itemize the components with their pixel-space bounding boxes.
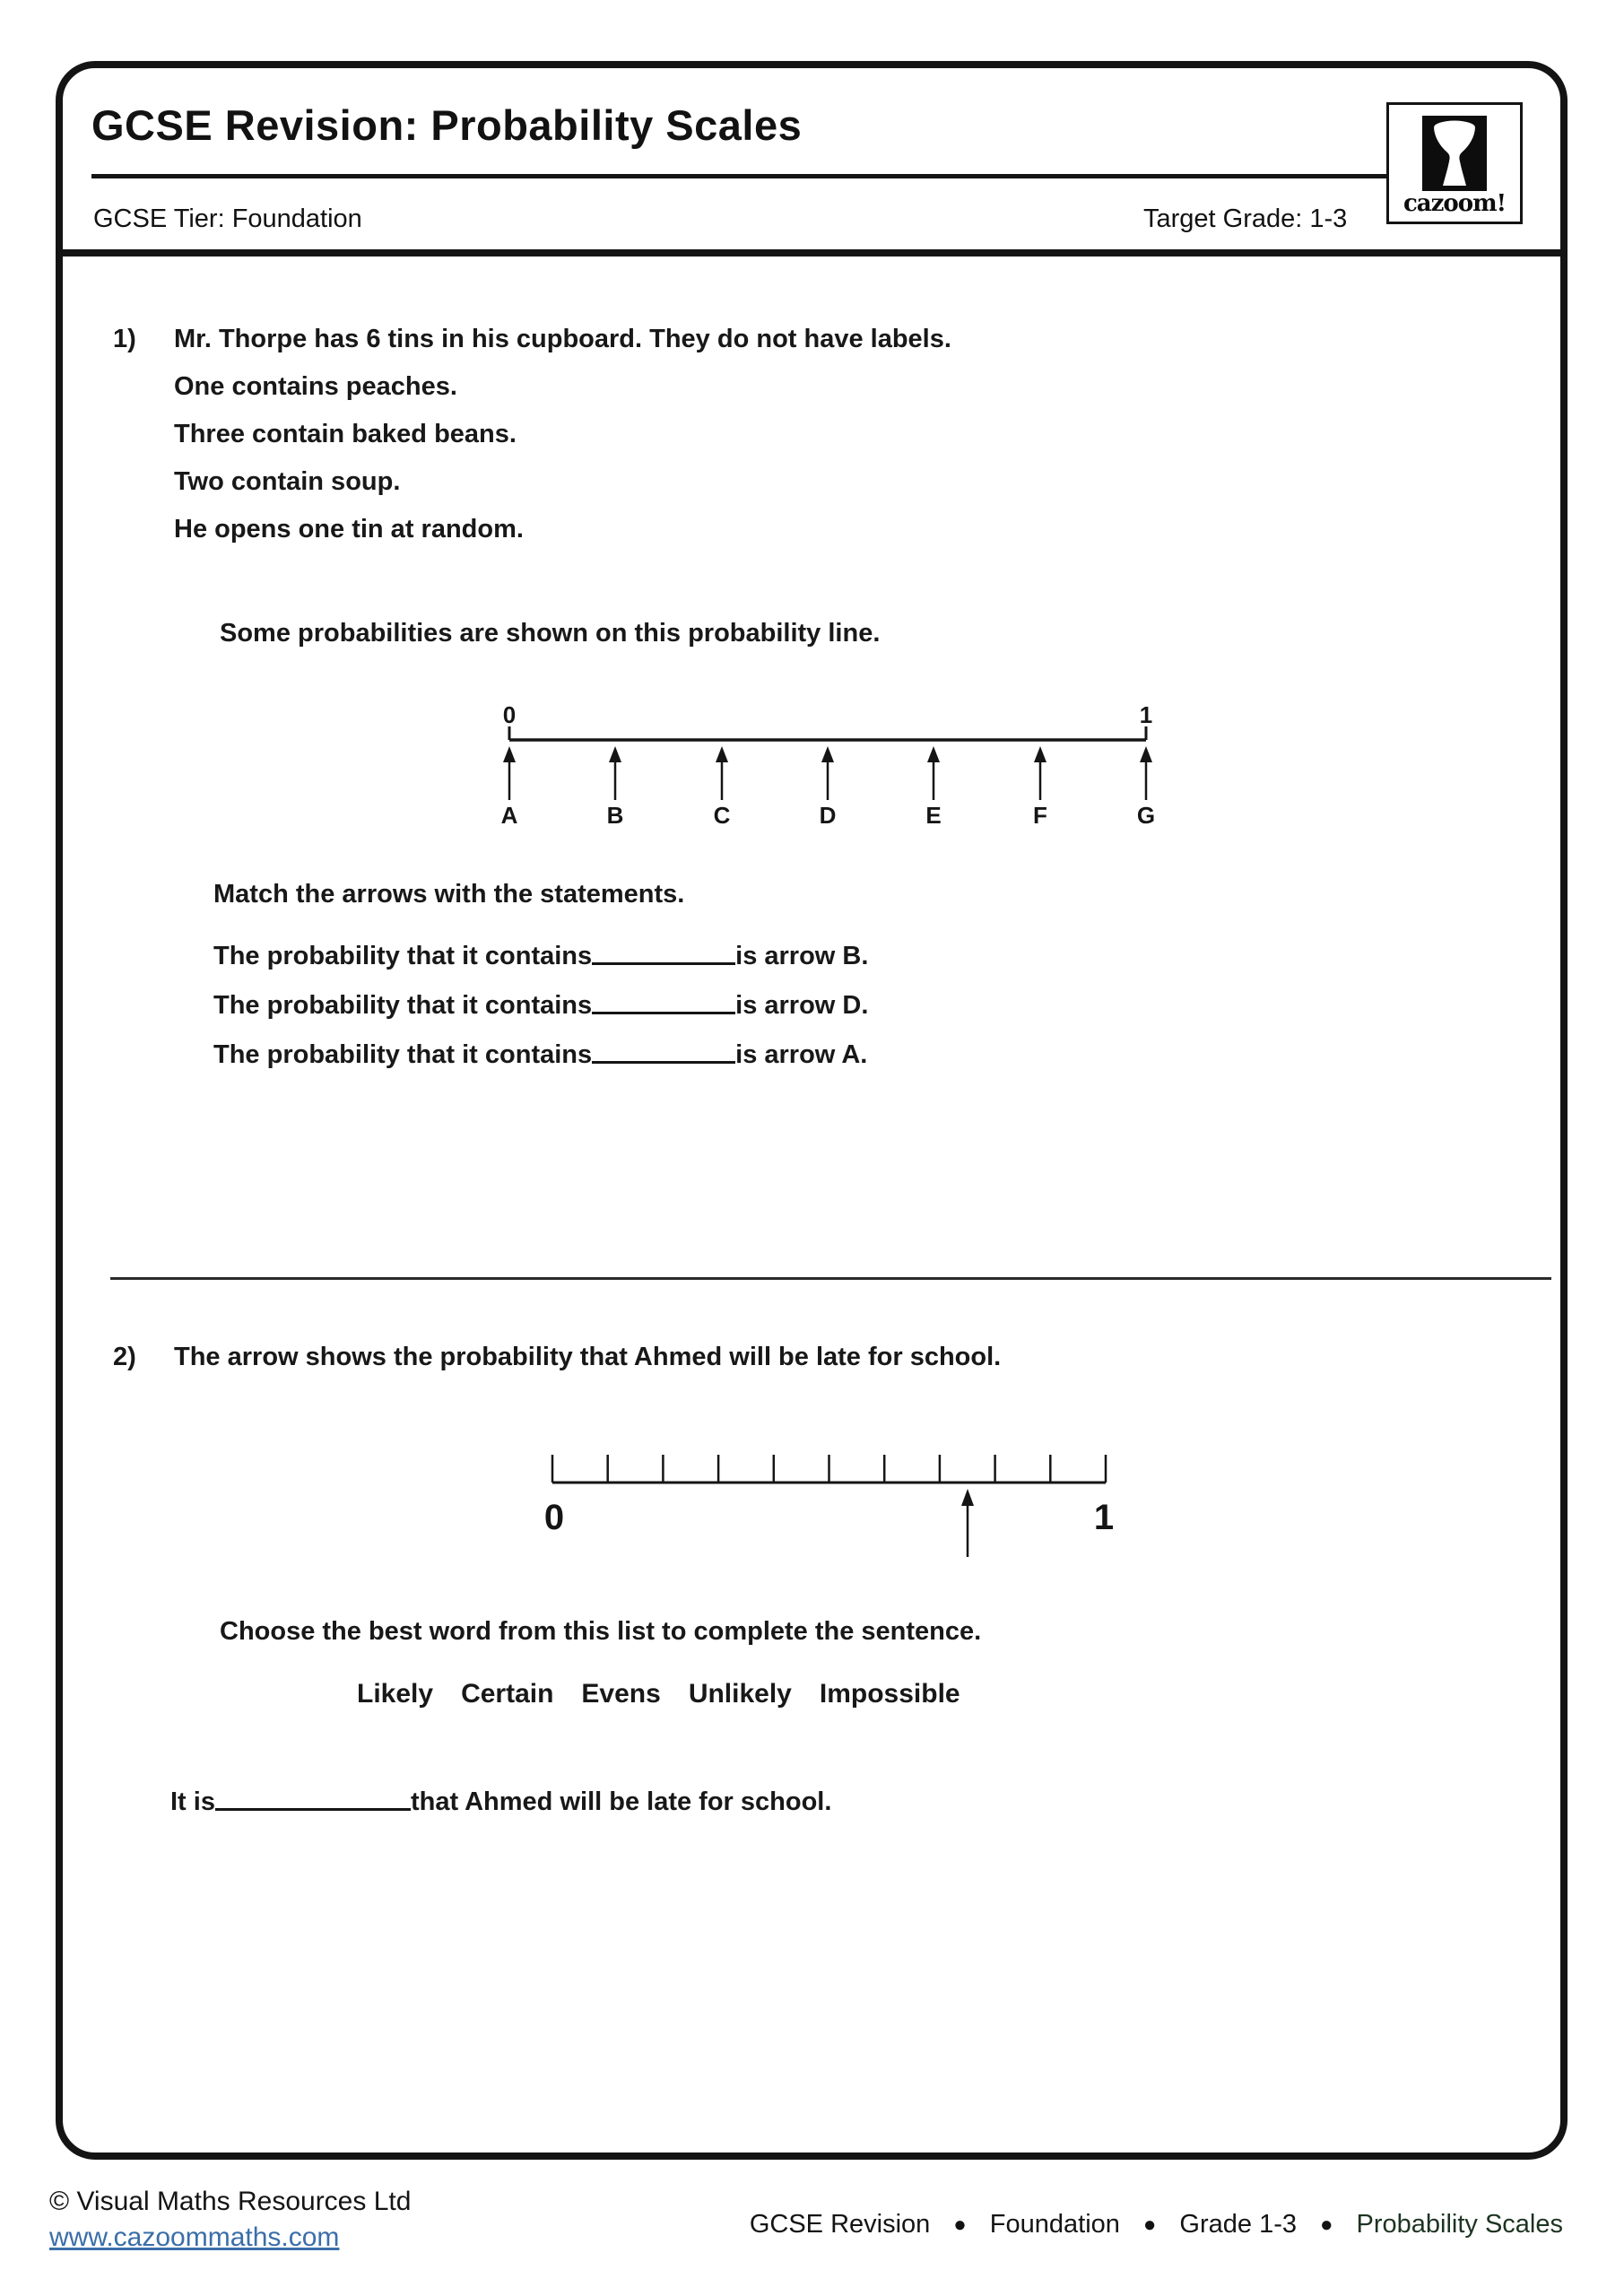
q1-line-2: One contains peaches. [174, 372, 457, 401]
probability-arrow [961, 1489, 974, 1557]
breadcrumb-item-foundation: Foundation [989, 2210, 1120, 2239]
footer-breadcrumb [750, 2210, 1563, 2239]
djembe-drum-icon [1422, 116, 1487, 191]
word-item-evens: Evens [581, 1679, 661, 1709]
scale1-min-label: 0 [502, 701, 517, 728]
sentence-blank [215, 1808, 411, 1811]
statement-row-2 [213, 991, 868, 1021]
probability-arrow-a [501, 746, 518, 829]
word-item-likely: Likely [357, 1679, 434, 1709]
bullet-separator-icon: ● [1142, 2212, 1157, 2237]
website-link[interactable]: www.cazoommaths.com [49, 2222, 340, 2252]
cazoom-logo [1386, 102, 1523, 224]
section-divider [110, 1277, 1551, 1280]
statement-row-3 [213, 1040, 867, 1070]
match-heading: Match the arrows with the statements. [213, 880, 685, 909]
question-1 [113, 326, 951, 564]
scale2-max-label: 1 [1093, 1498, 1115, 1537]
sentence-prefix: It is [170, 1787, 215, 1816]
word-list [357, 1679, 960, 1709]
probability-arrow-d [820, 746, 837, 829]
bullet-separator-icon: ● [1320, 2212, 1333, 2237]
statement-blank [592, 1012, 735, 1014]
statement-prefix: The probability that it contains [213, 1040, 593, 1069]
q1-number: 1) [113, 325, 136, 353]
breadcrumb-item-grade: Grade 1-3 [1179, 2210, 1297, 2239]
statement-suffix: is arrow A. [735, 1040, 868, 1069]
probability-arrow-g [1137, 746, 1155, 829]
q1-line-1: Mr. Thorpe has 6 tins in his cupboard. They do not have labels. [174, 325, 951, 353]
tier-label: GCSE Tier: Foundation [93, 204, 362, 233]
arrow-label-c: C [713, 802, 731, 829]
worksheet-header [63, 68, 1560, 257]
probability-line-2 [509, 1438, 1137, 1577]
breadcrumb-item-topic: Probability Scales [1356, 2210, 1563, 2239]
statement-blank [592, 1061, 735, 1064]
statement-suffix: is arrow D. [735, 991, 869, 1020]
breadcrumb-item-gcse-revision: GCSE Revision [749, 2210, 931, 2239]
scale1-max-label: 1 [1139, 701, 1153, 728]
arrow-label-g: G [1136, 802, 1156, 829]
word-item-certain: Certain [461, 1679, 554, 1709]
arrow-label-a: A [500, 802, 518, 829]
probability-arrow-f [1033, 746, 1047, 829]
scale2-tick-marks [552, 1455, 1106, 1483]
statement-prefix: The probability that it contains [213, 942, 593, 970]
probability-line-1 [473, 691, 1200, 830]
bullet-separator-icon: ● [953, 2212, 967, 2237]
question-2 [113, 1343, 1001, 1372]
word-item-unlikely: Unlikely [688, 1679, 792, 1709]
statement-blank [592, 962, 735, 965]
q1-line-4: Two contain soup. [174, 467, 401, 496]
q2-prompt: The arrow shows the probability that Ahmed will be late for school. [174, 1343, 1002, 1371]
worksheet-page [56, 61, 1568, 2160]
q1-first-line [113, 326, 951, 352]
arrow-label-e: E [925, 802, 942, 829]
choose-caption: Choose the best word from this list to complete the sentence. [220, 1617, 982, 1646]
sentence-suffix: that Ahmed will be late for school. [410, 1787, 832, 1816]
q1-line-3: Three contain baked beans. [174, 420, 517, 448]
q2-number: 2) [113, 1343, 136, 1371]
arrow-label-b: B [606, 802, 624, 829]
word-item-impossible: Impossible [819, 1679, 960, 1709]
copyright-text: © Visual Maths Resources Ltd [49, 2187, 412, 2216]
arrow-label-f: F [1033, 802, 1047, 829]
sentence-row [170, 1787, 831, 1817]
probability-arrow-c [714, 746, 731, 829]
q2-first-line [113, 1343, 1001, 1372]
page-title: GCSE Revision: Probability Scales [91, 101, 803, 149]
title-underline [91, 174, 1386, 178]
statement-suffix: is arrow B. [735, 942, 869, 970]
statement-prefix: The probability that it contains [213, 991, 593, 1020]
target-grade-label: Target Grade: 1-3 [1143, 204, 1348, 233]
scale2-min-label: 0 [543, 1498, 565, 1537]
cazoom-logo-text: cazoom! [1403, 190, 1507, 217]
q1-caption: Some probabilities are shown on this probability line. [220, 619, 881, 648]
probability-arrow-b [607, 746, 624, 829]
probability-arrow-e [925, 746, 941, 829]
statement-row-1 [213, 942, 868, 971]
q1-line-5: He opens one tin at random. [174, 515, 524, 544]
arrow-label-d: D [819, 802, 837, 829]
